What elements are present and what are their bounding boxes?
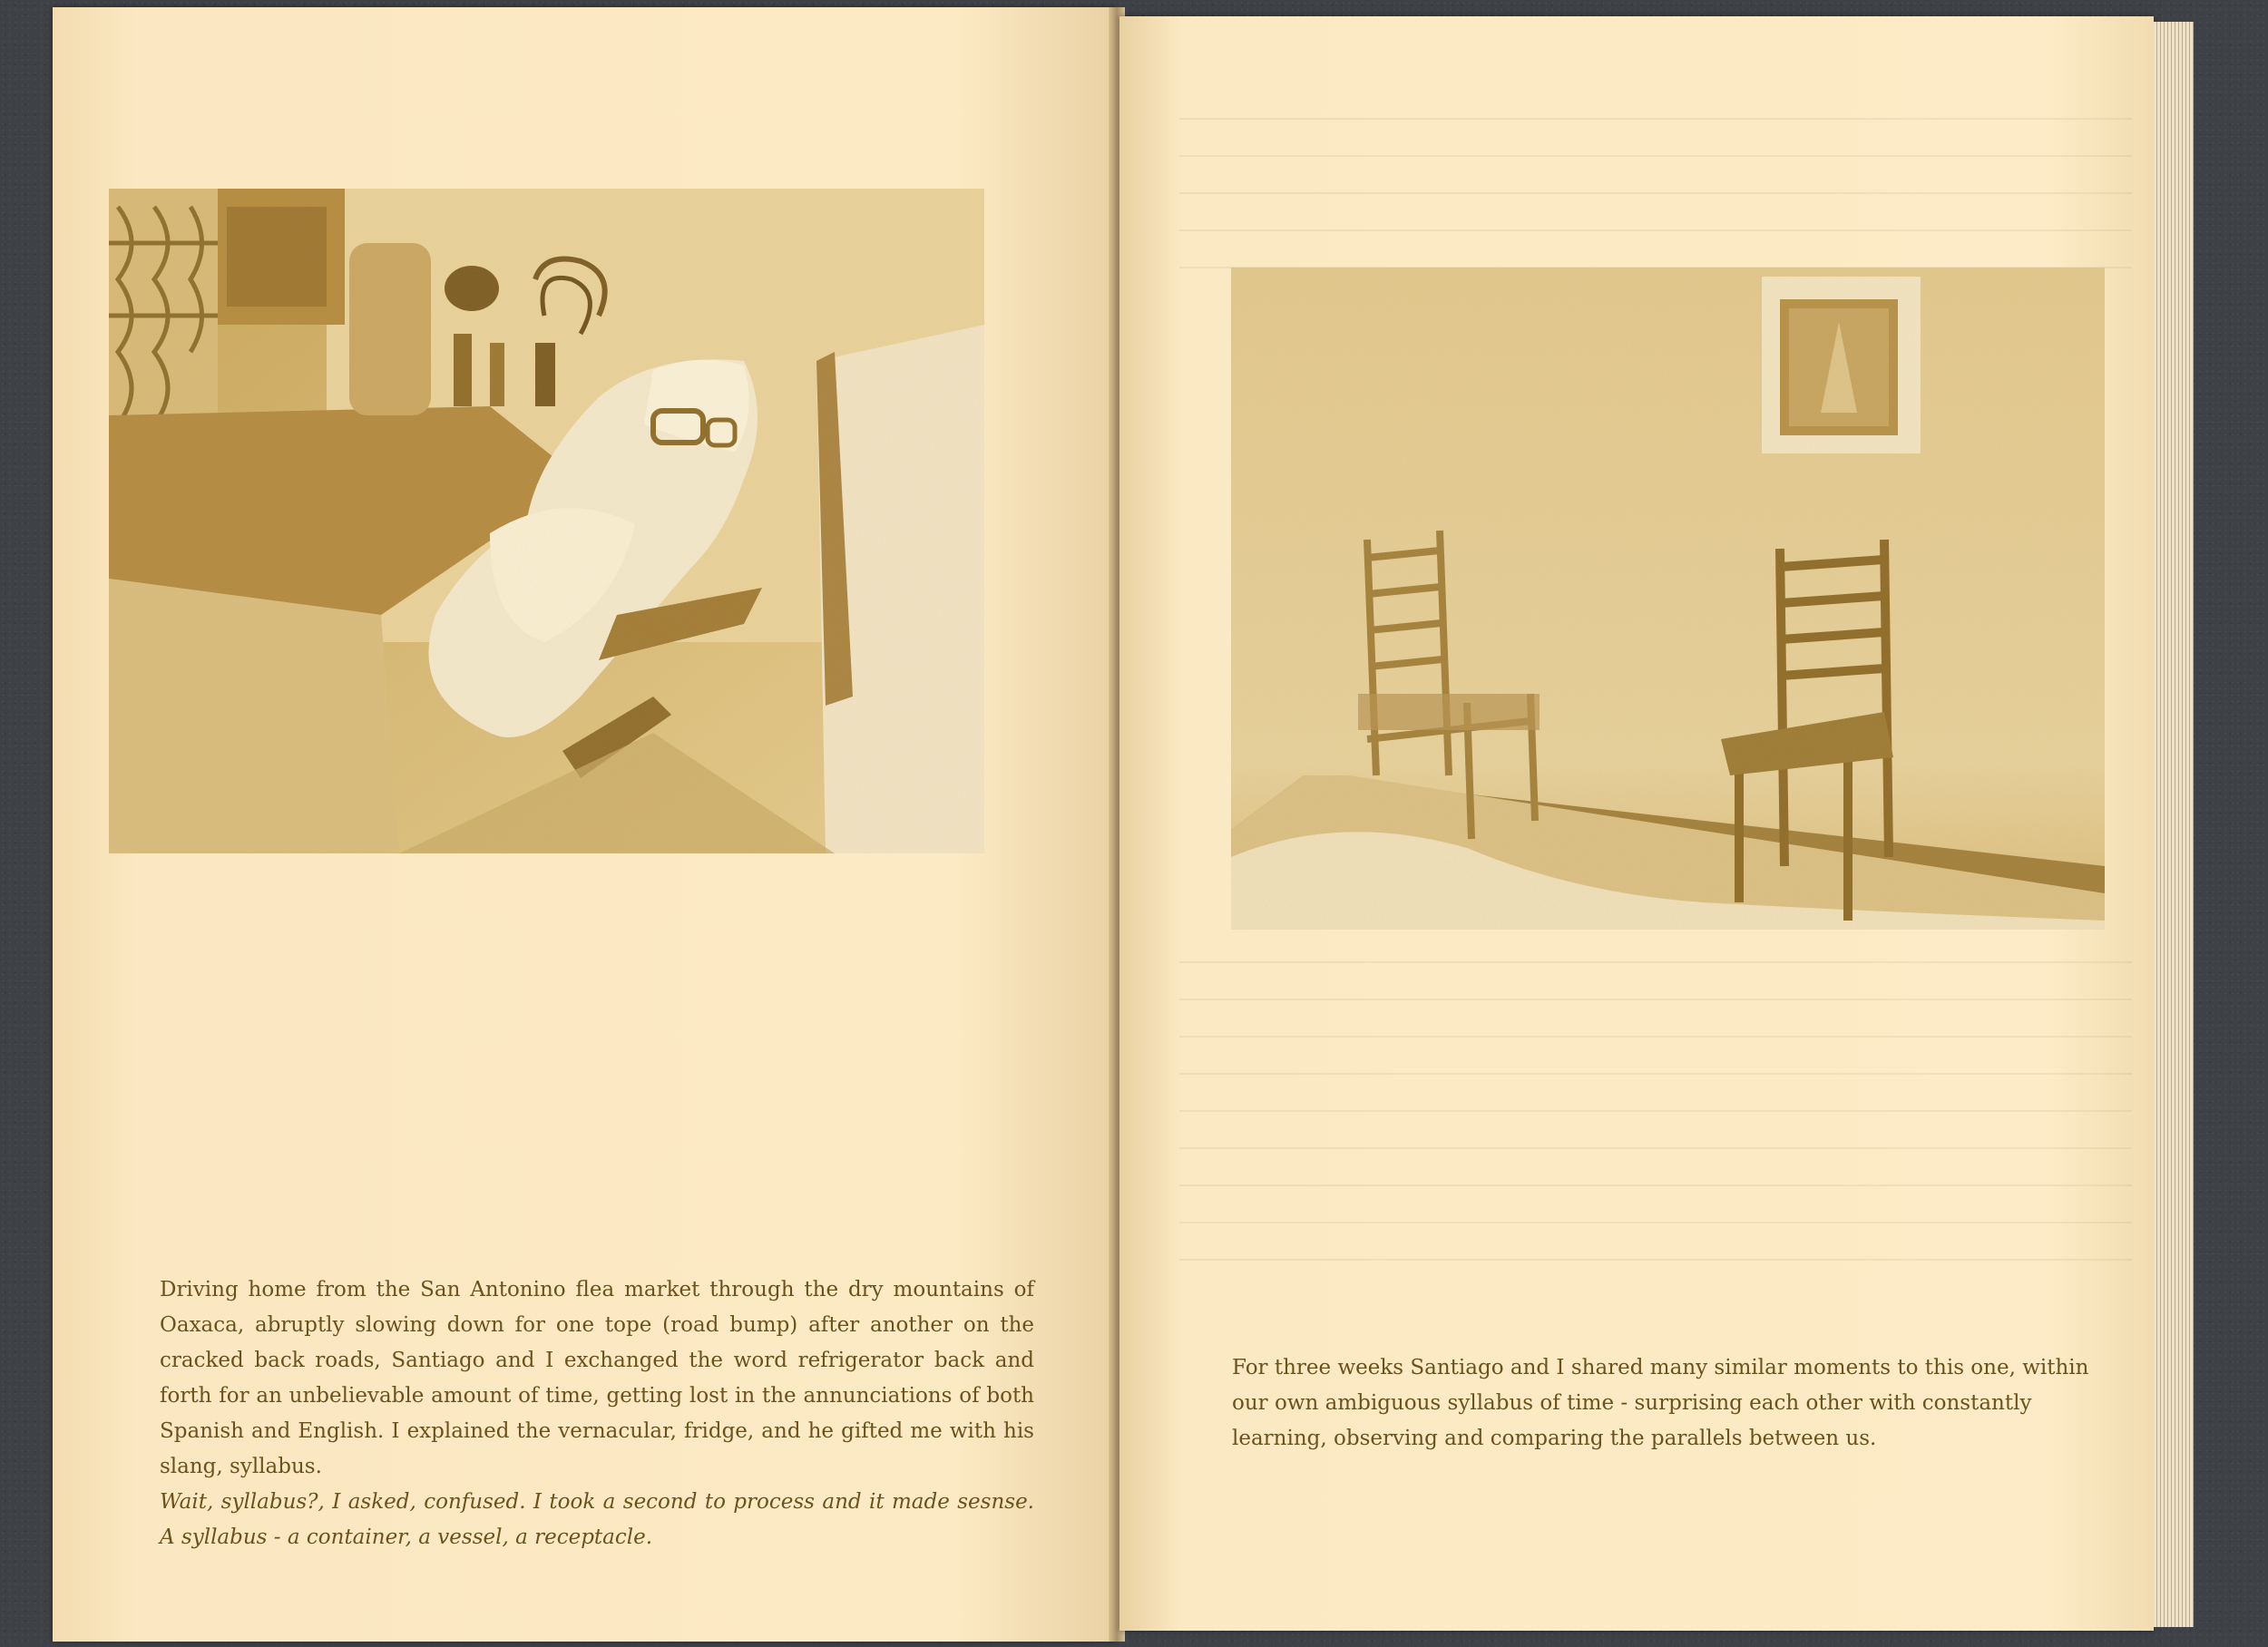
story-paragraph: Driving home from the San Antonino flea market through the dry mountains of Oaxaca, abruptly slowing down for one tope (road bump) after another on the cracked back roads, Santiago and I exchanged the word refrigerator back and forth for an unbelievable amount of time, getting lost in the annunciations of both Spanish and English. I explained the vernacular, fridge, and he gifted me with his slang, syllabus. [160, 1278, 1034, 1478]
story-paragraph-2: Wait, syllabus?, I asked, confused. I took a second to process and it made sesnse. A syllabus - a container, a vessel, a receptacle. [160, 1490, 1034, 1549]
chairs-photo-illustration [1231, 268, 2105, 930]
left-caption [160, 1272, 1034, 1555]
right-photograph [1231, 268, 2105, 930]
story-paragraph: For three weeks Santiago and I shared many similar moments to this one, within our own ambiguous syllabus of time - surprising each other with constantly learning, observing and comparing the parallels between us. [1232, 1356, 2089, 1450]
chair-photo-illustration [109, 189, 984, 853]
right-caption [1232, 1350, 2107, 1457]
page-edges [2154, 22, 2194, 1627]
left-photograph [109, 189, 984, 853]
show-through-texture-bottom [1179, 952, 2132, 1333]
